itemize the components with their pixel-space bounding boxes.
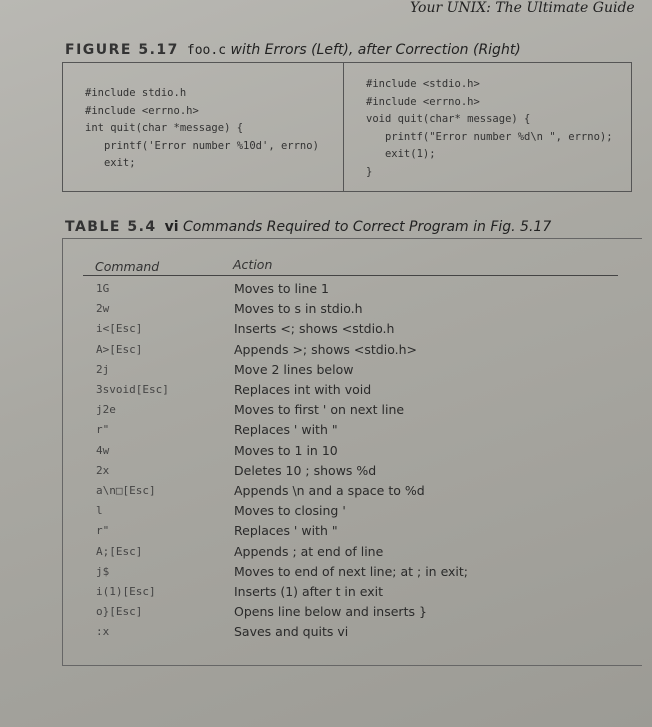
table-row bbox=[63, 602, 623, 622]
command-cell: i<[Esc] bbox=[96, 322, 143, 336]
table-caption bbox=[65, 219, 551, 235]
code-line: int quit(char *message) { bbox=[85, 122, 244, 134]
command-cell: 4w bbox=[96, 443, 110, 457]
table-row bbox=[63, 562, 623, 582]
command-cell: o}[Esc] bbox=[96, 605, 143, 619]
action-cell: Replaces ' with " bbox=[234, 523, 338, 539]
code-figure bbox=[62, 62, 632, 192]
table-row bbox=[63, 622, 623, 642]
table-header bbox=[83, 259, 618, 276]
table-row bbox=[63, 319, 623, 339]
action-cell: Saves and quits vi bbox=[234, 624, 349, 640]
code-line: #include <stdio.h> bbox=[366, 78, 480, 90]
code-line: } bbox=[366, 165, 373, 178]
command-cell: r" bbox=[96, 423, 110, 437]
figure-title: with Errors (Left), after Correction (Right) bbox=[230, 42, 521, 58]
code-line: #include <errno.h> bbox=[366, 95, 480, 108]
table-row bbox=[63, 380, 623, 400]
action-cell: Appends >; shows <stdio.h> bbox=[234, 341, 417, 357]
table-row bbox=[63, 481, 623, 501]
figure-label: FIGURE 5.17 bbox=[65, 42, 179, 58]
table-title: Commands Required to Correct Program in Fig. 5.17 bbox=[183, 219, 552, 235]
command-cell: r" bbox=[96, 524, 110, 538]
running-head: Your UNIX: The Ultimate Guide bbox=[410, 0, 635, 16]
table-row bbox=[63, 582, 623, 602]
code-line: printf("Error number %d\n ", errno); bbox=[366, 130, 613, 143]
action-cell: Appends \n and a space to %d bbox=[234, 483, 425, 498]
action-cell: Replaces ' with " bbox=[234, 422, 338, 438]
action-cell: Replaces int with void bbox=[234, 382, 372, 397]
command-cell: l bbox=[96, 504, 103, 518]
table-label: TABLE 5.4 bbox=[65, 219, 157, 235]
header-command: Command bbox=[95, 259, 160, 274]
command-cell: j2e bbox=[96, 403, 116, 417]
action-cell: Moves to 1 in 10 bbox=[234, 442, 338, 458]
action-cell: Appends ; at end of line bbox=[234, 543, 384, 559]
code-line: #include <errno.h> bbox=[85, 104, 199, 117]
code-corrected bbox=[343, 63, 631, 191]
command-cell: j$ bbox=[96, 564, 110, 578]
code-line: exit; bbox=[85, 157, 136, 169]
table-row bbox=[63, 400, 623, 420]
command-cell: A;[Esc] bbox=[96, 544, 143, 558]
table-row bbox=[63, 279, 623, 299]
action-cell: Moves to first ' on next line bbox=[234, 402, 405, 418]
table-row bbox=[63, 461, 623, 481]
table-row bbox=[63, 299, 623, 319]
code-with-errors bbox=[63, 63, 343, 191]
table-row bbox=[63, 521, 623, 541]
table-vi: vi bbox=[164, 219, 179, 235]
action-cell: Moves to s in stdio.h bbox=[234, 301, 363, 317]
action-cell: Moves to closing ' bbox=[234, 503, 346, 519]
command-cell: 2w bbox=[96, 302, 110, 316]
code-line: #include stdio.h bbox=[85, 87, 187, 99]
action-cell: Inserts (1) after t in exit bbox=[234, 584, 384, 599]
command-cell: :x bbox=[96, 625, 110, 639]
table-row bbox=[63, 441, 623, 461]
command-cell: i(1)[Esc] bbox=[96, 585, 156, 598]
command-cell: 2j bbox=[96, 362, 110, 376]
action-cell: Opens line below and inserts } bbox=[234, 604, 427, 620]
command-cell: A>[Esc] bbox=[96, 342, 143, 356]
code-line: void quit(char* message) { bbox=[366, 113, 531, 125]
action-cell: Move 2 lines below bbox=[234, 361, 354, 377]
table-row bbox=[63, 420, 623, 440]
figure-caption bbox=[65, 42, 521, 58]
header-action: Action bbox=[233, 257, 273, 272]
table-row bbox=[63, 360, 623, 380]
code-line: exit(1); bbox=[366, 148, 436, 160]
command-cell: 3svoid[Esc] bbox=[96, 383, 169, 396]
action-cell: Deletes 10 ; shows %d bbox=[234, 462, 377, 478]
action-cell: Moves to end of next line; at ; in exit; bbox=[234, 563, 469, 579]
table-row bbox=[63, 542, 623, 562]
commands-table bbox=[62, 238, 642, 666]
code-line: printf('Error number %10d', errno) bbox=[85, 139, 319, 152]
action-cell: Moves to line 1 bbox=[234, 281, 330, 296]
action-cell: Inserts <; shows <stdio.h bbox=[234, 321, 395, 337]
table-row bbox=[63, 340, 623, 360]
command-cell: a\n□[Esc] bbox=[96, 484, 156, 497]
command-cell: 1G bbox=[96, 282, 110, 295]
command-cell: 2x bbox=[96, 463, 110, 477]
figure-file: foo.c bbox=[186, 43, 227, 58]
table-row bbox=[63, 501, 623, 521]
